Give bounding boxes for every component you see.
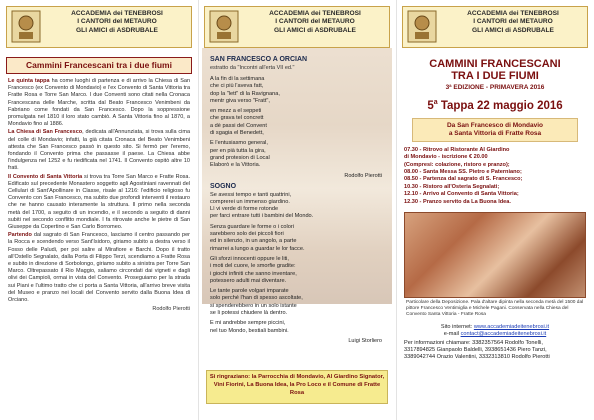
website-line xyxy=(404,324,586,331)
stage-ordinal: a xyxy=(433,99,438,106)
verse: i moti del cuore, le smorfie gradite: xyxy=(210,263,296,270)
stanza xyxy=(210,288,384,317)
poem1-subtitle: estratto da "Incontri all'erta VII ed." xyxy=(210,65,295,71)
verse: mentr giva verso "Fratt", xyxy=(210,97,270,104)
verse: se li potessi chiudere là dentro. xyxy=(210,310,288,317)
paragraph-lead: Il Convento di Santa Vittoria xyxy=(8,173,83,180)
stanza xyxy=(210,224,384,253)
org-header xyxy=(6,6,192,48)
verse: che ci più l'aveva fatt, xyxy=(210,83,264,90)
route-to: a Santa Vittoria di Fratte Rosa xyxy=(448,129,542,137)
schedule-item: 10.30 - Ristoro all'Osteria Segnalati; xyxy=(404,183,500,190)
route-box xyxy=(412,118,578,142)
verse: Se avessi tempo e tanti quattrini, xyxy=(210,191,292,198)
org-name xyxy=(443,10,583,35)
schedule-item: (Compresi: colazione, ristoro e pranzo); xyxy=(404,161,510,168)
stage-heading xyxy=(400,99,590,112)
verse: che grava tel concrett xyxy=(210,115,264,122)
verse: rimarrei a lungo a guardar le lor facce. xyxy=(210,245,305,252)
fold-line xyxy=(396,0,397,420)
org-line-1: ACCADEMIA dei TENEBROSI xyxy=(269,10,361,17)
paragraph-lead: Le quinta tappa xyxy=(8,78,50,84)
verse: solo perché l'han di spesso ascoltate, xyxy=(210,295,303,302)
verse: en mezz a el seppeti xyxy=(210,108,262,115)
email-label: e-mail xyxy=(443,331,460,338)
org-header xyxy=(402,6,588,48)
poem1-author: Rodolfo Pierotti xyxy=(344,172,382,179)
verse: potessero adulti mai diventare. xyxy=(210,277,287,284)
verse: Elaborò e la Vittoria. xyxy=(210,162,261,169)
org-name xyxy=(47,10,187,35)
verse: Senza guardare le forme o i colori xyxy=(210,223,294,230)
stanza xyxy=(210,140,384,169)
org-line-2: I CANTORI del METAURO xyxy=(275,18,355,26)
route-from: Da San Francesco di Mondavio xyxy=(446,121,544,129)
poem2-title: SOGNO xyxy=(210,182,237,190)
title-line-2: TRA I DUE FIUMI xyxy=(451,70,539,82)
schedule-item: 08.00 - Santa Messa SS. Pietro e Paterniano; xyxy=(404,169,522,176)
accademia-logo-icon xyxy=(407,10,437,43)
org-header xyxy=(204,6,390,48)
phone-line: 3317894825 Gianpaolo Baldelli, 3938651436 Piero Tanzi, xyxy=(404,347,547,354)
paragraph-text: , dedicata all'Annunziata, si trova sulla cima del colle di Mondavio; infatti, la già citata Cronaca del Beato Venimbeni attesta che San Francesco passò in questo sito. Si fermò per l'eremo, fondando il Convento prima che passasse il paese. La Chiesa abbe l'indulgenza nel 1252 e fu riedificata nel 1741. Il Convento ospitò altre 10 frati. xyxy=(8,129,191,172)
panel-left xyxy=(4,4,194,416)
stanza xyxy=(210,256,384,285)
stanza xyxy=(210,320,384,335)
verse: a dè passi del Convent xyxy=(210,122,267,129)
panel1-banner: Cammini Francescani tra i due fiumi xyxy=(6,57,192,74)
stage-date: Tappa 22 maggio 2016 xyxy=(437,99,563,112)
accademia-logo-icon xyxy=(11,10,41,43)
phone-list xyxy=(404,340,586,361)
stanza xyxy=(210,76,384,105)
poems xyxy=(202,56,392,344)
phone-line: 3389042744 Orazio Valentini, 3332313810 Rodolfo Pierotti xyxy=(404,354,550,361)
verse: per farci entrare tutti i bambini del Mondo. xyxy=(210,213,314,220)
schedule-item: di Mondavio - iscrizione € 20.00 xyxy=(404,154,488,161)
verse: Lì vi verde di forme rotonde xyxy=(210,206,279,213)
verse: comprerei un immenso giardino. xyxy=(210,198,290,205)
paragraph-lead: La Chiesa di San Francesco xyxy=(8,129,83,136)
org-line-2: I CANTORI del METAURO xyxy=(473,18,553,26)
acknowledgements-box: Si ringraziano: la Parrocchia di Mondavio, Al Giardino Signator, Vini Fiorini, La Buona Idea, la Pro Loco e il Comune di Fratte Rosa xyxy=(206,370,388,404)
schedule-item: 12.10 - Arrivo al Convento di Santa Vittoria; xyxy=(404,191,519,198)
fold-line xyxy=(198,0,199,420)
org-line-3: GLI AMICI di ASDRUBALE xyxy=(472,26,554,34)
panel-right xyxy=(400,4,590,416)
paragraph-lead: Partendo xyxy=(8,232,32,239)
event-title xyxy=(402,58,588,82)
website-label: Sito internet: xyxy=(440,324,473,331)
poem2-author: Luigi Storliero xyxy=(348,337,382,344)
schedule-item: 12.30 - Pranzo servito da La Buona Idea. xyxy=(404,198,511,205)
org-line-3: GLI AMICI di ASDRUBALE xyxy=(76,26,158,34)
schedule xyxy=(404,147,586,206)
accademia-logo-icon xyxy=(209,10,239,43)
panel-middle xyxy=(202,4,392,416)
verse: sarebbero solo dei piccoli fiori xyxy=(210,231,284,238)
edition-label: 3ª EDIZIONE - PRIMAVERA 2016 xyxy=(445,84,545,91)
verse: E mi andrebbe sempre piccini, xyxy=(210,320,286,327)
org-line-3: GLI AMICI di ASDRUBALE xyxy=(274,26,356,34)
verse: dop la "lett" di la Ravignana, xyxy=(210,90,280,97)
paragraph xyxy=(8,174,190,232)
verse: per en pià tutta la gira, xyxy=(210,147,266,154)
org-line-1: ACCADEMIA dei TENEBROSI xyxy=(71,10,163,17)
org-line-1: ACCADEMIA dei TENEBROSI xyxy=(467,10,559,17)
org-name xyxy=(245,10,385,35)
verse: nel tuo Mondo, bestiali bambini. xyxy=(210,327,289,334)
stage-number: 5 xyxy=(427,99,434,112)
title-line-1: CAMMINI FRANCESCANI xyxy=(429,58,561,70)
schedule-item: 08.50 - Partenza dal sagrato di S. Francesco; xyxy=(404,176,523,183)
verse: ed in silenzio, in un angolo, a parte xyxy=(210,238,297,245)
paragraph-text: ha come luoghi di partenza e di arrivo la Chiesa di San Francesco (ex Convento di Mondavio) e l'ex Convento di Santa Vittoria tra Fratte Rosa e Torre San Marco. I due Conventi sono citati nella Cronaca Francescana delle Marche, scritta dal Beato Francesco Venimbeni da Fabriano come fondati da San Francesco. Dopo la soppressione promulgata nel 1810 il loro stato cambiò. A Santa Vittoria fino al 1870, a Mondavio fino al 1886. xyxy=(8,78,191,128)
paragraph-text: dal sagrato di San Francesco, lasciamo il centro passando per la Rocca e scendendo verso Sant'Isidoro, giriamo subito a destra verso il Fosso delle Paludi, per poi salire al Mirafiore e Barchi. Dopo il tratto all'Ostello Segnalato, dalla Porta di Filippo Terzi, scendiamo a Fratte Rosa e subito in direzione di Sorbolongo, giriamo subito a sinistra per Torre San Marco. Oltrepassato il Rio Maggio, saliamo circondati dai vigneti e dagli olivi dei Campioli, ormai in vista del Convento. Proseguiamo per la strada sui Piani e l'ultimo tratto che ci porta a Santa Vittoria, all'arrivo breve visita del Museo e pranzo nei locali del Convento servito dalla Buona Idea di Orciano. xyxy=(8,232,190,304)
verse: E l'entusiasmo general, xyxy=(210,140,268,147)
verse: A la fin di la settimana xyxy=(210,76,265,82)
route-description xyxy=(8,78,190,304)
panel1-author: Rodolfo Pierotti xyxy=(152,306,190,313)
deposition-painting-image xyxy=(404,212,586,298)
schedule-item: 07.30 - Ritrovo al Ristorante Al Giardino xyxy=(404,146,510,153)
phone-line: Per informazioni chiamare: 3382357564 Rodolfo Tonelli, xyxy=(404,340,543,347)
verse: i giochi infiniti che sanno inventare, xyxy=(210,270,297,277)
stanza xyxy=(210,108,384,137)
email-line xyxy=(404,331,586,338)
verse: grand protesion di Local xyxy=(210,154,270,161)
paragraph xyxy=(8,232,190,304)
email-link[interactable]: contact@accademiadeitenebrosi.it xyxy=(460,331,547,338)
verse: Le tante parole volgari imparate xyxy=(210,288,289,295)
verse: si spenderebbero in un solo istante xyxy=(210,302,297,309)
verse: di sgagia el Benedett, xyxy=(210,130,264,137)
org-line-2: I CANTORI del METAURO xyxy=(77,18,157,26)
painting-caption: Particolare della Deposizione. Pala d'altare dipinta nella seconda metà del 1500 dal pittore Francesco Ventimiglia e Michele Pagani. Conservata nella Chiesa del Convento Santa Vittoria - Fratte Rosa xyxy=(406,300,584,318)
paragraph-text: si trova tra Torre San Marco e Fratte Rosa. Edificato sul precedente Monastero soggetto agli Agostiniani ravennati del Cellulari di Sant'Apollinare in Classe, risale al 1216: l'edificio religioso fu Convento con San Francesco, ma subito due profondi interventi il restauro che ne hanno causato interamente la struttura. Il primo nella seconda metà del 1700, a seguito di un incendio, e il secondo a seguito di danni subiti nel secondo conflitto mondiale. I fa ritrovate anche le pietre di San Giuseppe da Copertino e San Carlo Borromeo. xyxy=(8,173,190,231)
contacts xyxy=(404,324,586,361)
verse: Gli sforzi innocenti oppure le liti, xyxy=(210,255,289,262)
poem1 xyxy=(210,76,384,170)
paragraph xyxy=(8,78,190,128)
stanza xyxy=(210,192,384,221)
poem2 xyxy=(210,192,384,335)
website-link[interactable]: www.accademiadeitenebrosi.it xyxy=(473,324,550,331)
paragraph xyxy=(8,129,190,172)
poem1-title: SAN FRANCESCO A ORCIAN xyxy=(210,56,308,63)
